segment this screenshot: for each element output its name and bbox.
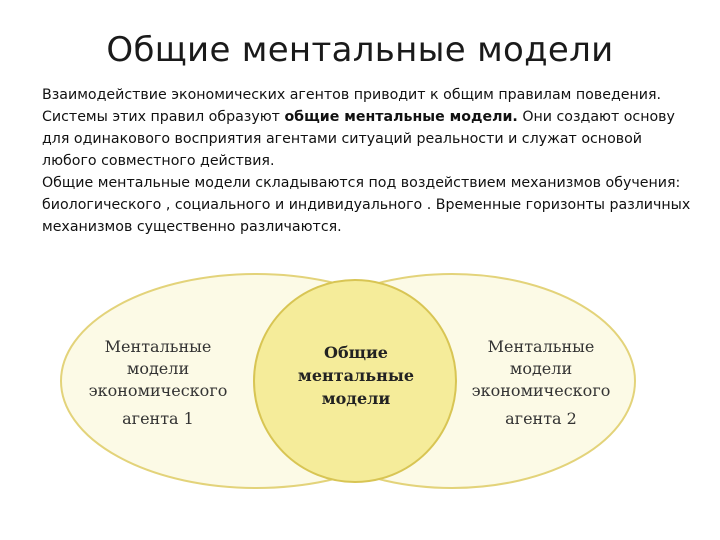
right-label-line-4: агента 2	[505, 409, 577, 428]
paragraph-1-start: Взаимодействие экономических агентов приводит к общим правилам поведения. Системы этих правил образуют	[42, 87, 662, 125]
right-label-line-2: модели	[509, 359, 573, 378]
paragraph-1-end: Они создают основу для одинакового восприятия агентами ситуаций реальности и служат основой любого совместного действия.	[42, 109, 675, 169]
left-label-line-1: Ментальные	[104, 337, 212, 356]
right-label-line-1: Ментальные	[487, 337, 595, 356]
paragraph-2: Общие ментальные модели складываются под воздействием механизмов обучения: биологического , социального и индивидуального . Временные горизонты различных механизмов существенно различаются.	[42, 175, 691, 235]
center-label-line-3: модели	[321, 389, 391, 408]
right-label-line-3: экономического	[471, 381, 611, 400]
paragraph-1-bold: общие ментальные модели.	[284, 109, 518, 125]
left-label-line-2: модели	[126, 359, 190, 378]
center-label-line-2: ментальные	[297, 366, 415, 385]
center-label-line-1: Общие	[324, 343, 388, 362]
left-label-line-4: агента 1	[122, 409, 194, 428]
left-label-line-3: экономического	[88, 381, 228, 400]
slide-title: Общие ментальные модели	[106, 30, 614, 70]
